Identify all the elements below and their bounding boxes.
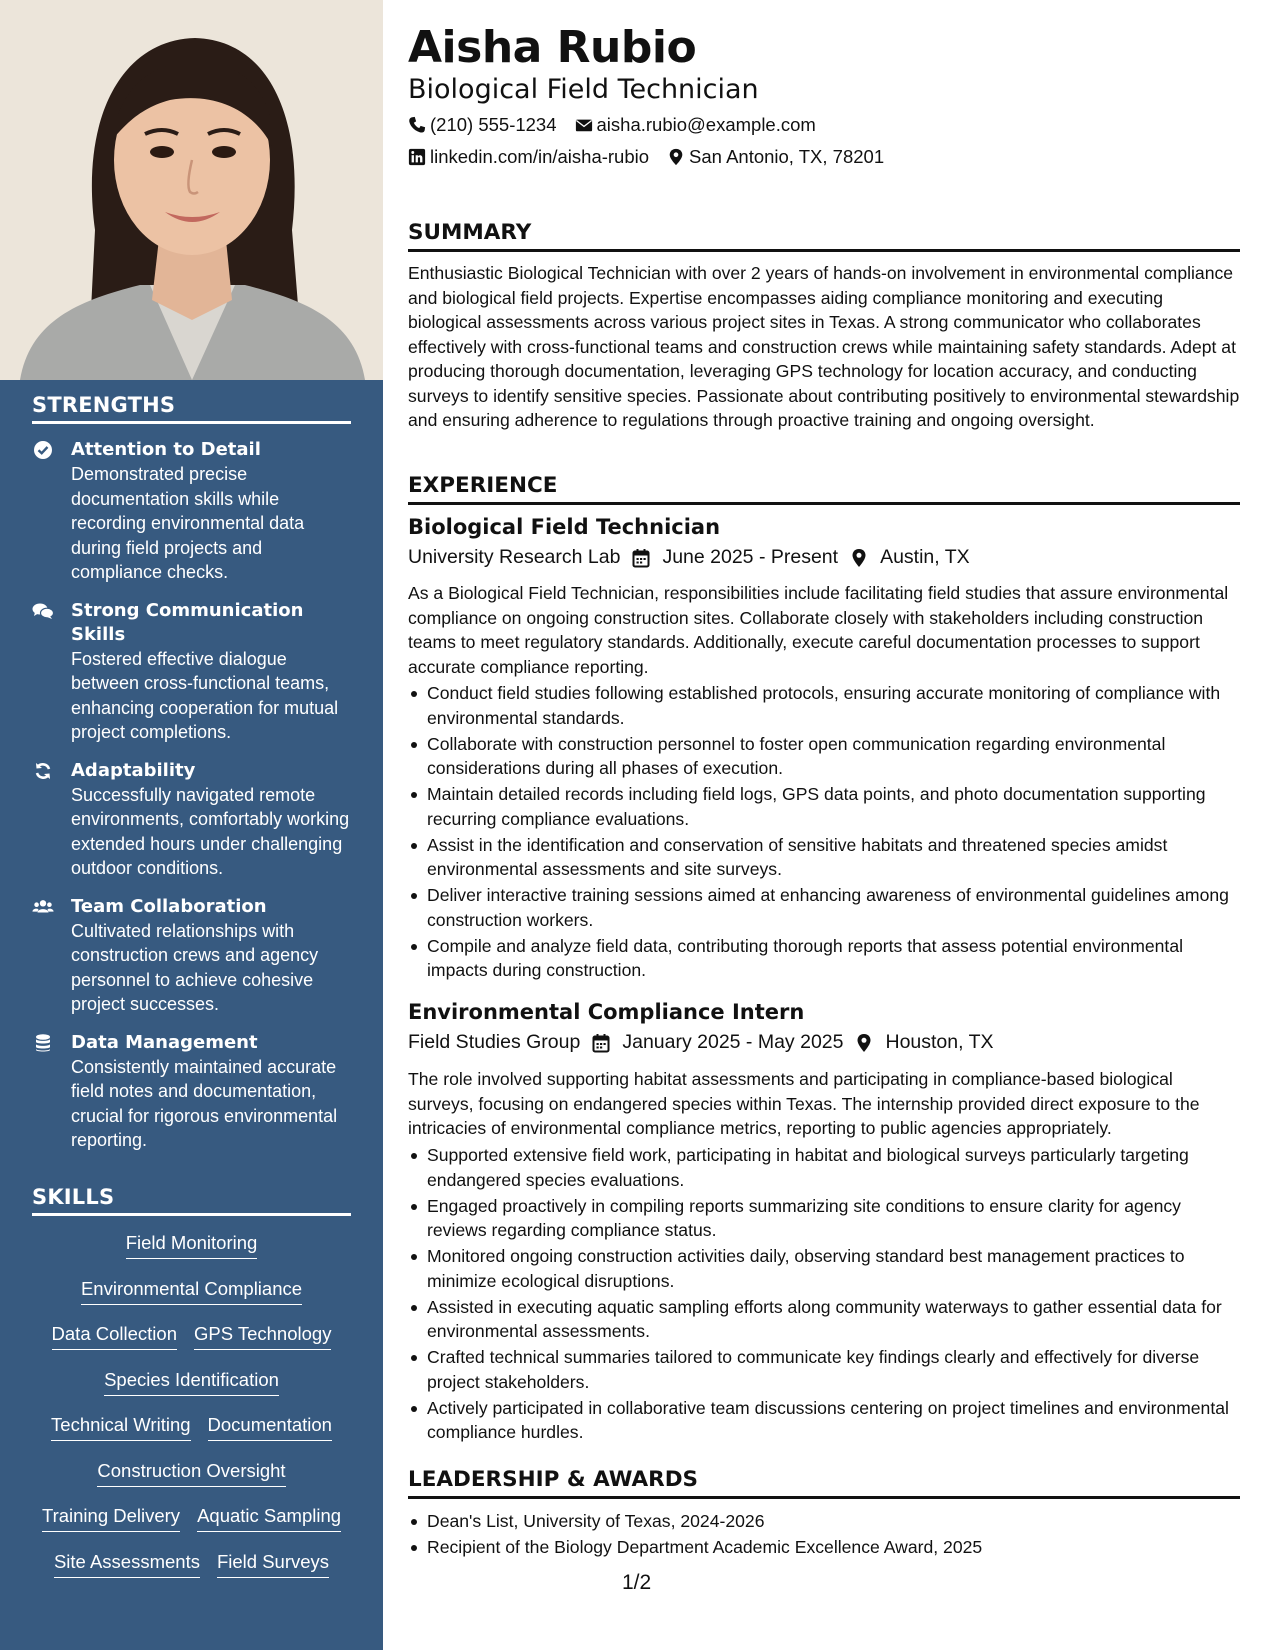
job-title: Biological Field Technician xyxy=(408,515,721,539)
candidate-name: Aisha Rubio xyxy=(408,22,697,73)
job-dates: June 2025 - Present xyxy=(662,546,839,568)
skills-list xyxy=(32,1230,351,1594)
job-location: Houston, TX xyxy=(885,1031,994,1053)
list-item: Collaborate with construction personnel to foster open communication regarding environmental considerations during all phases of execution. xyxy=(408,732,1240,781)
email-text: aisha.rubio@example.com xyxy=(596,114,816,135)
strength-item xyxy=(32,1031,351,1153)
job-description: The role involved supporting habitat assessments and participating in compliance-based biological surveys, focusing on endangered species within Texas. The internship provided direct exposure to the intricacies of environmental compliance metrics, reporting to public agencies appropriately. xyxy=(408,1069,1200,1138)
job-bullets xyxy=(408,681,1240,984)
strength-name: Data Management xyxy=(71,1031,258,1053)
list-item: Actively participated in collaborative team discussions centering on project timelines and environmental compliance hurdles. xyxy=(408,1396,1240,1445)
skill-tag: Training Delivery xyxy=(42,1503,180,1532)
strengths-section xyxy=(32,393,351,1153)
profile-photo xyxy=(0,0,383,380)
phone-icon xyxy=(408,116,426,134)
skill-tag: Environmental Compliance xyxy=(81,1276,302,1305)
job-meta xyxy=(408,1031,994,1054)
strength-item xyxy=(32,599,351,745)
skill-tag: Construction Oversight xyxy=(97,1458,285,1487)
awards-list xyxy=(408,1509,1240,1561)
calendar-icon xyxy=(592,1033,610,1053)
list-item: Deliver interactive training sessions aimed at enhancing awareness of environmental guidelines among construction workers. xyxy=(408,883,1240,932)
list-item: Crafted technical summaries tailored to communicate key findings clearly and effectively for diverse project stakeholders. xyxy=(408,1345,1240,1394)
summary-text: Enthusiastic Biological Technician with over 2 years of hands-on involvement in environmental compliance and biological field projects. Expertise encompasses aiding compliance monitoring and executing biological assessments across various project sites in Texas. A strong communicator who collaborates effectively with cross-functional teams and construction crews while maintaining safety standards. Adept at producing thorough documentation, leveraging GPS technology for location accuracy, and conducting surveys to identify sensitive species. Passionate about contributing positively to environmental stewardship and ensuring adherence to regulations through proactive training and ongoing oversight. xyxy=(408,263,1240,430)
list-item: Maintain detailed records including field logs, GPS data points, and photo documentation supporting recurring compliance evaluations. xyxy=(408,782,1240,831)
users-icon xyxy=(32,897,54,917)
page-number: 1/2 xyxy=(622,1571,652,1594)
job-company: University Research Lab xyxy=(408,546,621,568)
job-description: As a Biological Field Technician, responsibilities include facilitating field studies that assure environmental compliance on ongoing construction sites. Collaborate closely with stakeholders including construction teams to meet regulatory standards. Additionally, execute careful documentation processes to support accurate compliance reporting. xyxy=(408,583,1229,677)
skill-tag: Aquatic Sampling xyxy=(197,1503,341,1532)
list-item: Dean's List, University of Texas, 2024-2026 xyxy=(408,1509,1240,1534)
list-item: Compile and analyze field data, contributing thorough reports that assess potential environmental impacts during construction. xyxy=(408,934,1240,983)
location xyxy=(667,146,884,168)
list-item: Assist in the identification and conservation of sensitive habitats and threatened species amidst environmental assessments and site surveys. xyxy=(408,833,1240,882)
skill-tag: Field Surveys xyxy=(217,1549,329,1578)
contact-row-2 xyxy=(408,146,884,168)
strength-item xyxy=(32,759,351,881)
strength-desc: Consistently maintained accurate field notes and documentation, crucial for rigorous environmental reporting. xyxy=(71,1056,338,1150)
skill-tag: Technical Writing xyxy=(51,1412,191,1441)
job-company: Field Studies Group xyxy=(408,1031,581,1053)
comments-icon xyxy=(32,601,54,621)
map-pin-icon xyxy=(667,148,685,166)
strength-item xyxy=(32,438,351,585)
linkedin-icon xyxy=(408,148,426,166)
list-item: Recipient of the Biology Department Academic Excellence Award, 2025 xyxy=(408,1535,1240,1560)
strength-name: Adaptability xyxy=(71,759,196,781)
strength-desc: Fostered effective dialogue between cross-functional teams, enhancing cooperation for mutual project completions. xyxy=(71,648,339,742)
location-text: San Antonio, TX, 78201 xyxy=(689,146,885,167)
list-item: Assisted in executing aquatic sampling efforts along community waterways to gather essential data for environmental assessments. xyxy=(408,1295,1240,1344)
envelope-icon xyxy=(575,116,593,134)
skill-tag: GPS Technology xyxy=(194,1321,331,1350)
strength-desc: Demonstrated precise documentation skills while recording environmental data during field projects and compliance checks. xyxy=(71,464,305,582)
job-dates: January 2025 - May 2025 xyxy=(622,1031,844,1053)
sync-icon xyxy=(32,761,54,781)
skill-tag: Field Monitoring xyxy=(126,1230,258,1259)
skill-tag: Species Identification xyxy=(104,1367,279,1396)
list-item: Monitored ongoing construction activities daily, observing standard best management practices to minimize ecological disruptions. xyxy=(408,1244,1240,1293)
map-pin-icon xyxy=(850,548,868,568)
phone-text: (210) 555-1234 xyxy=(430,114,557,135)
strength-desc: Successfully navigated remote environments, comfortably working extended hours under challenging outdoor conditions. xyxy=(71,784,350,878)
skill-tag: Site Assessments xyxy=(54,1549,200,1578)
skill-tag: Data Collection xyxy=(52,1321,177,1350)
skills-section xyxy=(32,1185,351,1594)
strengths-title: STRENGTHS xyxy=(32,393,351,424)
skill-tag: Documentation xyxy=(208,1412,332,1441)
awards-title: LEADERSHIP & AWARDS xyxy=(408,1467,1240,1499)
experience-title: EXPERIENCE xyxy=(408,473,1240,505)
linkedin-text: linkedin.com/in/aisha-rubio xyxy=(430,146,650,167)
candidate-role: Biological Field Technician xyxy=(408,74,759,105)
strength-name: Strong Communication Skills xyxy=(71,599,304,645)
list-item: Conduct field studies following established protocols, ensuring accurate monitoring of compliance with environmental standards. xyxy=(408,681,1240,730)
linkedin[interactable] xyxy=(408,146,649,168)
list-item: Engaged proactively in compiling reports summarizing site conditions to ensure clarity for agency reviews regarding compliance status. xyxy=(408,1194,1240,1243)
job-location: Austin, TX xyxy=(880,546,970,568)
job-bullets xyxy=(408,1143,1240,1446)
strength-name: Attention to Detail xyxy=(71,439,261,460)
contact-row-1 xyxy=(408,114,816,136)
list-item: Supported extensive field work, participating in habitat and biological surveys particularly targeting endangered species evaluations. xyxy=(408,1143,1240,1192)
strength-item xyxy=(32,895,351,1017)
sidebar xyxy=(0,0,383,1650)
strength-name: Team Collaboration xyxy=(71,895,267,917)
strength-desc: Cultivated relationships with construction crews and agency personnel to achieve cohesive project successes. xyxy=(71,920,319,1014)
summary-title: SUMMARY xyxy=(408,220,1240,252)
email[interactable] xyxy=(575,114,816,136)
calendar-icon xyxy=(632,548,650,568)
check-circle-icon xyxy=(32,440,54,460)
phone[interactable] xyxy=(408,114,557,136)
job-meta xyxy=(408,546,970,569)
database-icon xyxy=(32,1033,54,1053)
map-pin-icon xyxy=(855,1033,873,1053)
job-title: Environmental Compliance Intern xyxy=(408,1000,805,1024)
skills-title: SKILLS xyxy=(32,1185,351,1216)
